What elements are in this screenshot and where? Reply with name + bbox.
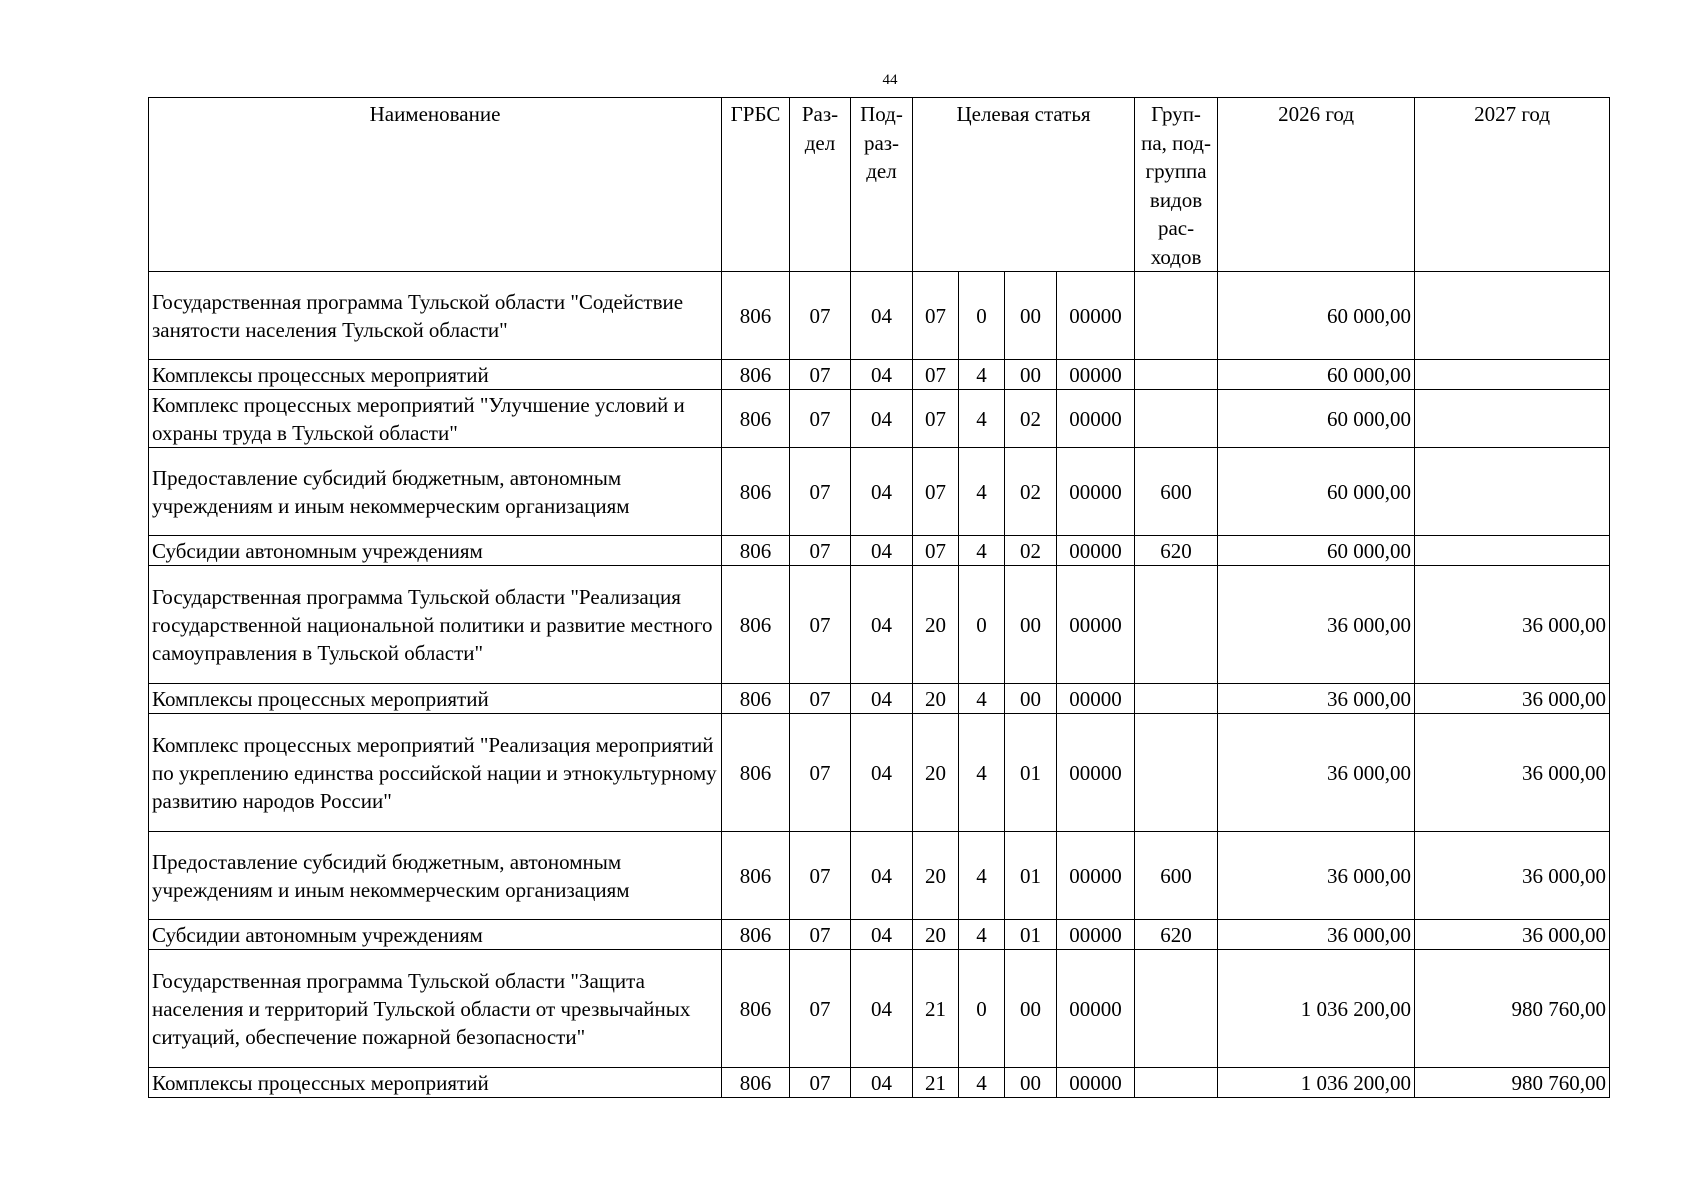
- row-subsection: 04: [851, 272, 913, 360]
- table-row: [149, 684, 1610, 714]
- row-section: 07: [790, 448, 851, 536]
- row-target-direction: 00000: [1057, 920, 1135, 950]
- row-target-program: 21: [913, 1068, 959, 1098]
- row-grbs: 806: [722, 390, 790, 448]
- row-target-type: 4: [959, 448, 1005, 536]
- row-name: Комплексы процессных мероприятий: [149, 360, 722, 390]
- row-amount-2026: 36 000,00: [1218, 920, 1415, 950]
- row-target-subprogram: 00: [1005, 360, 1057, 390]
- row-grbs: 806: [722, 832, 790, 920]
- row-amount-2026: 60 000,00: [1218, 360, 1415, 390]
- row-grbs: 806: [722, 448, 790, 536]
- row-amount-2027: [1415, 448, 1610, 536]
- row-subsection: 04: [851, 390, 913, 448]
- table-row: [149, 360, 1610, 390]
- row-amount-2027: 36 000,00: [1415, 714, 1610, 832]
- row-name: Комплекс процессных мероприятий "Улучшение условий и охраны труда в Тульской области": [149, 390, 722, 448]
- row-name: Субсидии автономным учреждениям: [149, 920, 722, 950]
- row-name: Государственная программа Тульской области "Реализация государственной национальной политики и развитие местного самоуправления в Тульской области": [149, 566, 722, 684]
- table-row: [149, 272, 1610, 360]
- row-section: 07: [790, 920, 851, 950]
- row-expense-group: [1135, 272, 1218, 360]
- row-amount-2026: 36 000,00: [1218, 566, 1415, 684]
- row-expense-group: [1135, 1068, 1218, 1098]
- table-row: [149, 536, 1610, 566]
- table-body: [149, 272, 1610, 1098]
- row-grbs: 806: [722, 272, 790, 360]
- row-target-direction: 00000: [1057, 684, 1135, 714]
- header-target-article: Целевая статья: [913, 98, 1135, 272]
- header-grbs: ГРБС: [722, 98, 790, 272]
- row-subsection: 04: [851, 1068, 913, 1098]
- row-amount-2027: [1415, 536, 1610, 566]
- table-row: [149, 714, 1610, 832]
- row-target-direction: 00000: [1057, 832, 1135, 920]
- row-section: 07: [790, 714, 851, 832]
- row-amount-2027: 36 000,00: [1415, 832, 1610, 920]
- row-expense-group: [1135, 360, 1218, 390]
- row-target-type: 4: [959, 832, 1005, 920]
- row-target-program: 20: [913, 684, 959, 714]
- row-amount-2027: [1415, 360, 1610, 390]
- row-amount-2027: [1415, 272, 1610, 360]
- row-name: Государственная программа Тульской области "Защита населения и территорий Тульской области от чрезвычайных ситуаций, обеспечение пожарной безопасности": [149, 950, 722, 1068]
- row-amount-2026: 60 000,00: [1218, 536, 1415, 566]
- row-section: 07: [790, 832, 851, 920]
- row-target-direction: 00000: [1057, 448, 1135, 536]
- table-row: [149, 1068, 1610, 1098]
- row-target-type: 0: [959, 950, 1005, 1068]
- row-target-program: 20: [913, 714, 959, 832]
- row-grbs: 806: [722, 950, 790, 1068]
- row-target-direction: 00000: [1057, 536, 1135, 566]
- row-amount-2027: 36 000,00: [1415, 920, 1610, 950]
- row-target-direction: 00000: [1057, 1068, 1135, 1098]
- row-target-subprogram: 00: [1005, 950, 1057, 1068]
- row-target-program: 21: [913, 950, 959, 1068]
- row-expense-group: [1135, 950, 1218, 1068]
- row-amount-2027: [1415, 390, 1610, 448]
- row-section: 07: [790, 390, 851, 448]
- row-target-direction: 00000: [1057, 950, 1135, 1068]
- row-expense-group: 600: [1135, 448, 1218, 536]
- row-section: 07: [790, 1068, 851, 1098]
- row-expense-group: [1135, 390, 1218, 448]
- row-target-type: 4: [959, 1068, 1005, 1098]
- row-subsection: 04: [851, 832, 913, 920]
- row-name: Государственная программа Тульской области "Содействие занятости населения Тульской области": [149, 272, 722, 360]
- row-grbs: 806: [722, 714, 790, 832]
- row-grbs: 806: [722, 360, 790, 390]
- row-grbs: 806: [722, 1068, 790, 1098]
- row-subsection: 04: [851, 536, 913, 566]
- row-subsection: 04: [851, 684, 913, 714]
- row-target-direction: 00000: [1057, 714, 1135, 832]
- row-target-direction: 00000: [1057, 566, 1135, 684]
- row-name: Комплексы процессных мероприятий: [149, 684, 722, 714]
- row-grbs: 806: [722, 920, 790, 950]
- header-subsection: Под- раз- дел: [851, 98, 913, 272]
- row-target-subprogram: 02: [1005, 390, 1057, 448]
- row-target-subprogram: 02: [1005, 448, 1057, 536]
- row-target-type: 4: [959, 684, 1005, 714]
- row-section: 07: [790, 272, 851, 360]
- row-name: Предоставление субсидий бюджетным, автономным учреждениям и иным некоммерческим организациям: [149, 448, 722, 536]
- row-expense-group: 620: [1135, 536, 1218, 566]
- row-target-type: 4: [959, 536, 1005, 566]
- row-target-program: 20: [913, 566, 959, 684]
- header-section: Раз- дел: [790, 98, 851, 272]
- row-amount-2027: 36 000,00: [1415, 684, 1610, 714]
- table-row: [149, 832, 1610, 920]
- row-amount-2027: 980 760,00: [1415, 1068, 1610, 1098]
- row-subsection: 04: [851, 448, 913, 536]
- table-row: [149, 448, 1610, 536]
- row-target-type: 0: [959, 272, 1005, 360]
- row-amount-2026: 36 000,00: [1218, 832, 1415, 920]
- row-name: Предоставление субсидий бюджетным, автономным учреждениям и иным некоммерческим организациям: [149, 832, 722, 920]
- row-subsection: 04: [851, 950, 913, 1068]
- row-expense-group: [1135, 714, 1218, 832]
- row-name: Субсидии автономным учреждениям: [149, 536, 722, 566]
- row-target-program: 20: [913, 920, 959, 950]
- row-target-program: 07: [913, 390, 959, 448]
- row-amount-2026: 36 000,00: [1218, 684, 1415, 714]
- row-amount-2026: 60 000,00: [1218, 448, 1415, 536]
- row-amount-2026: 60 000,00: [1218, 272, 1415, 360]
- row-target-subprogram: 00: [1005, 272, 1057, 360]
- row-amount-2026: 1 036 200,00: [1218, 950, 1415, 1068]
- row-subsection: 04: [851, 566, 913, 684]
- header-name: Наименование: [149, 98, 722, 272]
- table-header: [149, 98, 1610, 272]
- table-row: [149, 566, 1610, 684]
- row-expense-group: 600: [1135, 832, 1218, 920]
- row-subsection: 04: [851, 920, 913, 950]
- row-expense-group: 620: [1135, 920, 1218, 950]
- row-grbs: 806: [722, 566, 790, 684]
- row-target-subprogram: 01: [1005, 714, 1057, 832]
- row-target-program: 07: [913, 536, 959, 566]
- row-target-type: 4: [959, 360, 1005, 390]
- row-target-subprogram: 00: [1005, 1068, 1057, 1098]
- row-grbs: 806: [722, 684, 790, 714]
- row-section: 07: [790, 684, 851, 714]
- header-year-2026: 2026 год: [1218, 98, 1415, 272]
- row-subsection: 04: [851, 360, 913, 390]
- row-amount-2026: 1 036 200,00: [1218, 1068, 1415, 1098]
- row-target-direction: 00000: [1057, 272, 1135, 360]
- header-row: [149, 98, 1610, 272]
- row-amount-2027: 980 760,00: [1415, 950, 1610, 1068]
- row-target-type: 0: [959, 566, 1005, 684]
- row-target-program: 20: [913, 832, 959, 920]
- row-expense-group: [1135, 684, 1218, 714]
- row-amount-2027: 36 000,00: [1415, 566, 1610, 684]
- row-target-direction: 00000: [1057, 390, 1135, 448]
- row-target-subprogram: 01: [1005, 832, 1057, 920]
- row-section: 07: [790, 360, 851, 390]
- row-name: Комплекс процессных мероприятий "Реализация мероприятий по укреплению единства российской нации и этнокультурному развитию народов России": [149, 714, 722, 832]
- page-number: 44: [882, 72, 898, 88]
- row-target-type: 4: [959, 920, 1005, 950]
- row-expense-group: [1135, 566, 1218, 684]
- row-target-subprogram: 00: [1005, 566, 1057, 684]
- row-target-type: 4: [959, 390, 1005, 448]
- table-row: [149, 950, 1610, 1068]
- row-target-type: 4: [959, 714, 1005, 832]
- row-amount-2026: 60 000,00: [1218, 390, 1415, 448]
- row-target-direction: 00000: [1057, 360, 1135, 390]
- row-target-program: 07: [913, 448, 959, 536]
- row-target-subprogram: 01: [1005, 920, 1057, 950]
- row-target-subprogram: 02: [1005, 536, 1057, 566]
- row-target-program: 07: [913, 272, 959, 360]
- table-row: [149, 920, 1610, 950]
- row-target-program: 07: [913, 360, 959, 390]
- table-row: [149, 390, 1610, 448]
- row-name: Комплексы процессных мероприятий: [149, 1068, 722, 1098]
- header-expense-group: Груп- па, под- группа видов рас- ходов: [1135, 98, 1218, 272]
- row-amount-2026: 36 000,00: [1218, 714, 1415, 832]
- row-section: 07: [790, 566, 851, 684]
- row-target-subprogram: 00: [1005, 684, 1057, 714]
- row-section: 07: [790, 536, 851, 566]
- row-grbs: 806: [722, 536, 790, 566]
- budget-table: [148, 97, 1610, 1098]
- row-section: 07: [790, 950, 851, 1068]
- header-year-2027: 2027 год: [1415, 98, 1610, 272]
- row-subsection: 04: [851, 714, 913, 832]
